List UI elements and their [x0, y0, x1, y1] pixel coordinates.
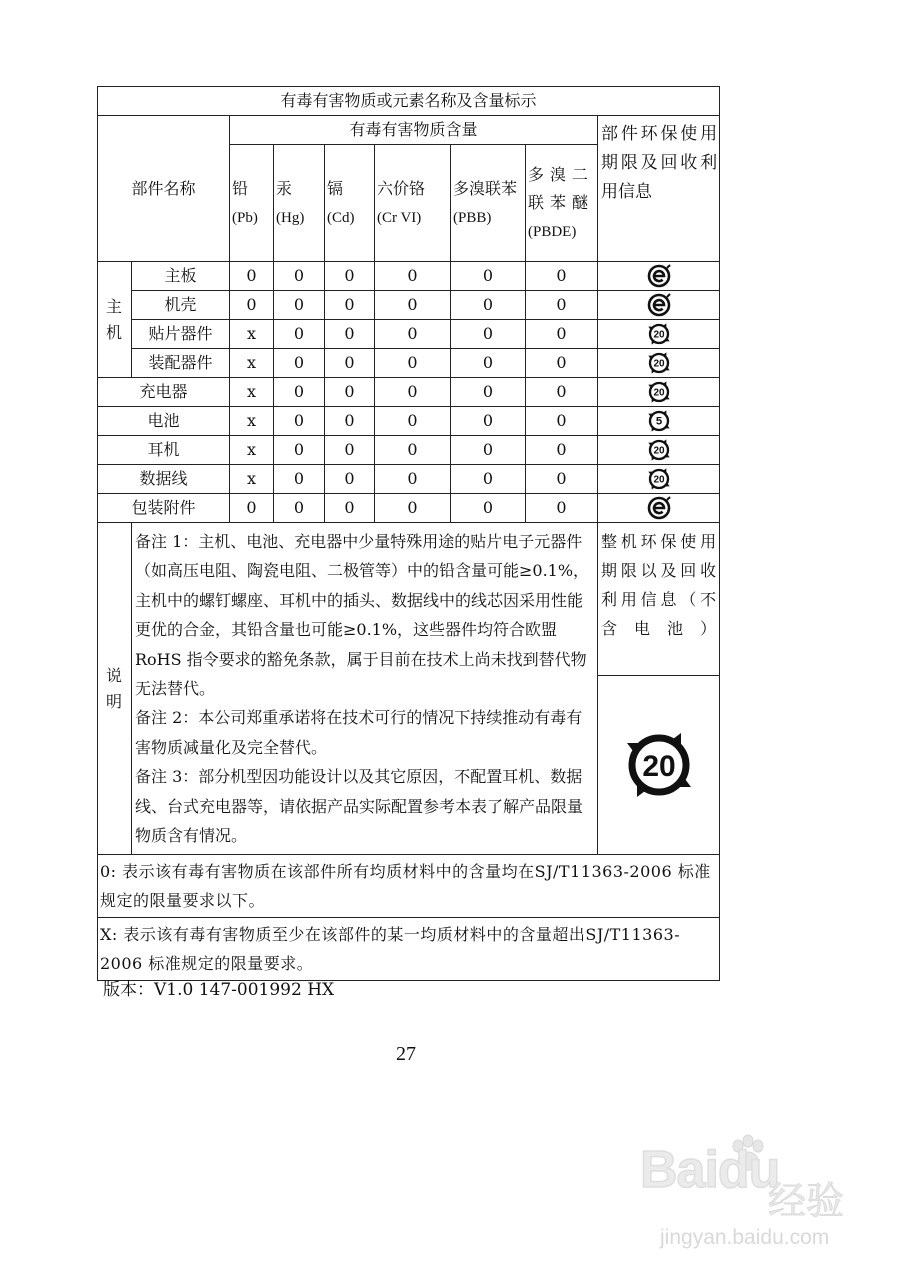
cell-value: 0 [451, 494, 526, 523]
cell-value: 0 [375, 320, 451, 349]
note-1: 备注 1：主机、电池、充电器中少量特殊用途的贴片电子元器件（如高压电阻、陶瓷电阻、二极管等）中的铅含量可能≥0.1%，主机中的螺钉螺座、耳机中的插头、数据线中的线芯因采用性能更优的合金，其铅含量也可能≥0.1%，这些器件均符合欧盟 RoHS 指令要求的豁免条款，属于目前在技术上尚未找到替代物无法替代。 [135, 532, 590, 699]
cell-value: 0 [325, 494, 375, 523]
cell-value: x [230, 349, 274, 378]
hazardous-substances-table [97, 86, 720, 981]
efup-20-icon [647, 438, 671, 462]
table-row [98, 436, 720, 465]
efup-5-icon [647, 409, 671, 433]
cell-value: 0 [375, 291, 451, 320]
big-mark-cell [598, 676, 720, 855]
cell-value: 0 [451, 262, 526, 291]
cell-value: 0 [325, 465, 375, 494]
cell-value: 0 [375, 436, 451, 465]
efup-20-icon [647, 322, 671, 346]
cell-value: 0 [375, 465, 451, 494]
cell-value: 0 [451, 465, 526, 494]
cell-value: 0 [451, 349, 526, 378]
cell-value: x [230, 407, 274, 436]
svg-text:20: 20 [652, 387, 665, 399]
cell-value: 0 [230, 262, 274, 291]
watermark-logo: Baidu [640, 1141, 780, 1199]
cell-value: 0 [325, 378, 375, 407]
e-mark-icon [647, 264, 671, 288]
cell-value: 0 [325, 407, 375, 436]
watermark-url: jingyan.baidu.com [660, 1226, 830, 1249]
cell-value: 0 [526, 436, 598, 465]
cell-value: 0 [230, 291, 274, 320]
cell-value: 0 [274, 494, 325, 523]
cell-value: 0 [375, 378, 451, 407]
svg-text:20: 20 [652, 445, 665, 457]
cell-value: 0 [274, 378, 325, 407]
cell-value: 0 [274, 262, 325, 291]
table-row [98, 262, 720, 291]
e-mark-icon [647, 293, 671, 317]
table-row [98, 291, 720, 320]
cell-value: 0 [526, 494, 598, 523]
notes-cell [132, 523, 598, 855]
notes-label: 说明 [98, 523, 132, 855]
cell-value: 0 [526, 349, 598, 378]
cell-value: 0 [451, 407, 526, 436]
part-name: 包装附件 [98, 494, 230, 523]
cell-value: x [230, 378, 274, 407]
part-name: 机壳 [132, 291, 230, 320]
use-period-note: 整机环保使用期限以及回收利用信息（不含电池） [598, 523, 720, 676]
mark-cell [598, 465, 720, 494]
table-row [98, 320, 720, 349]
cell-value: 0 [325, 320, 375, 349]
cell-value: 0 [274, 436, 325, 465]
efup-20-icon [647, 351, 671, 375]
cell-value: 0 [375, 262, 451, 291]
mark-cell [598, 436, 720, 465]
cell-value: 0 [230, 494, 274, 523]
cell-value: 0 [526, 465, 598, 494]
cell-value: 0 [526, 320, 598, 349]
note-2: 备注 2：本公司郑重承诺将在技术可行的情况下持续推动有毒有害物质减量化及完全替代。 [135, 708, 583, 757]
mark-cell [598, 291, 720, 320]
cell-value: 0 [325, 262, 375, 291]
table-row [98, 378, 720, 407]
element-header: 镉 (Cd) [325, 145, 375, 262]
cell-value: 0 [451, 291, 526, 320]
legend-x: X: 表示该有毒有害物质至少在该部件的某一均质材料中的含量超出SJ/T11363-2006 标准规定的限量要求。 [98, 918, 720, 981]
table-row [98, 407, 720, 436]
page-number: 27 [396, 1043, 416, 1065]
mark-cell [598, 378, 720, 407]
part-name: 贴片器件 [132, 320, 230, 349]
svg-text:5: 5 [655, 415, 662, 428]
part-name: 耳机 [98, 436, 230, 465]
element-header: 汞 (Hg) [274, 145, 325, 262]
part-name: 电池 [98, 407, 230, 436]
mark-cell [598, 407, 720, 436]
cell-value: 0 [274, 465, 325, 494]
legend-o: 0: 表示该有毒有害物质在该部件所有均质材料中的含量均在SJ/T11363-2006 标准规定的限量要求以下。 [98, 855, 720, 918]
cell-value: 0 [325, 436, 375, 465]
part-name: 数据线 [98, 465, 230, 494]
note-3: 备注 3：部分机型因功能设计以及其它原因，不配置耳机、数据线、台式充电器等，请依据产品实际配置参考本表了解产品限量物质含有情况。 [135, 767, 584, 846]
table-row [98, 465, 720, 494]
cell-value: 0 [375, 407, 451, 436]
e-mark-icon [647, 496, 671, 520]
table-row [98, 494, 720, 523]
svg-text:20: 20 [641, 750, 676, 784]
cell-value: 0 [526, 407, 598, 436]
mark-cell [598, 349, 720, 378]
part-name: 主板 [132, 262, 230, 291]
mark-cell [598, 262, 720, 291]
cell-value: 0 [451, 378, 526, 407]
element-header: 铅 (Pb) [230, 145, 274, 262]
substance-content-header: 有毒有害物质含量 [230, 116, 598, 145]
element-header: 多溴二联苯醚 (PBDE) [526, 145, 598, 262]
cell-value: x [230, 320, 274, 349]
cell-value: 0 [526, 378, 598, 407]
cell-value: 0 [451, 320, 526, 349]
cell-value: 0 [274, 407, 325, 436]
efup-20-large-icon [623, 729, 695, 801]
cell-value: 0 [526, 291, 598, 320]
cell-value: 0 [274, 291, 325, 320]
watermark-cn: 经验 [768, 1179, 845, 1223]
cell-value: 0 [375, 349, 451, 378]
svg-text:20: 20 [652, 329, 665, 341]
svg-text:20: 20 [652, 358, 665, 370]
baidu-jingyan-watermark [640, 1140, 880, 1255]
cell-value: 0 [274, 349, 325, 378]
svg-text:20: 20 [652, 474, 665, 486]
part-name: 装配器件 [132, 349, 230, 378]
cell-value: 0 [451, 436, 526, 465]
cell-value: 0 [325, 349, 375, 378]
table-row [98, 349, 720, 378]
mark-cell [598, 320, 720, 349]
version-text: 版本：V1.0 147-001992 HX [103, 980, 335, 1000]
part-name-header: 部件名称 [98, 116, 230, 262]
cell-value: 0 [375, 494, 451, 523]
cell-value: 0 [325, 291, 375, 320]
group-label-main: 主机 [98, 262, 132, 378]
part-name: 充电器 [98, 378, 230, 407]
table-title: 有毒有害物质或元素名称及含量标示 [98, 87, 720, 116]
cell-value: x [230, 465, 274, 494]
use-period-header: 部件环保使用期限及回收利用信息 [598, 116, 720, 262]
cell-value: 0 [526, 262, 598, 291]
cell-value: 0 [274, 320, 325, 349]
element-header: 六价铬 (Cr VI) [375, 145, 451, 262]
efup-20-icon [647, 380, 671, 404]
efup-20-icon [647, 467, 671, 491]
element-header: 多溴联苯 (PBB) [451, 145, 526, 262]
mark-cell [598, 494, 720, 523]
cell-value: x [230, 436, 274, 465]
